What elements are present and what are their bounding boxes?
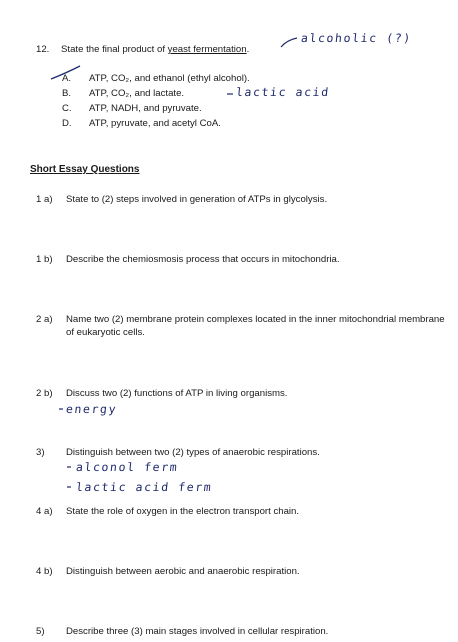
option-c-text: ATP, NADH, and pyruvate. <box>89 103 202 114</box>
question-5-text: Describe three (3) main stages involved in cellular respiration. <box>66 626 329 637</box>
question-number: 12. <box>36 44 50 55</box>
option-a-text: ATP, CO₂, and ethanol (ethyl alcohol). <box>89 73 250 84</box>
answer-pointer-stroke <box>281 38 297 47</box>
handwritten-answer-2b: energy <box>65 402 118 416</box>
question-2a-text-line-2: of eukaryotic cells. <box>66 327 145 338</box>
option-d-letter: D. <box>62 118 72 129</box>
question-5-number: 5) <box>36 626 45 637</box>
option-d-text: ATP, pyruvate, and acetyl CoA. <box>89 118 221 129</box>
question-1a-text: State to (2) steps involved in generation of ATPs in glycolysis. <box>66 194 328 205</box>
question-3-number: 3) <box>36 447 45 458</box>
option-a-letter: A. <box>62 73 72 84</box>
handwritten-option-b-note: lactic acid <box>235 85 331 99</box>
stem-underlined-text: yeast fermentation <box>167 44 247 55</box>
question-1b-text: Describe the chemiosmosis process that occurs in mitochondria. <box>66 254 340 265</box>
question-2b-number: 2 b) <box>36 388 53 399</box>
question-2a-text-line-1: Name two (2) membrane protein complexes located in the inner mitochondrial membrane <box>66 314 445 325</box>
answer-tick-mark <box>51 66 80 79</box>
question-4a-text: State the role of oxygen in the electron transport chain. <box>66 506 300 517</box>
option-b-text: ATP, CO₂, and lactate. <box>89 88 185 99</box>
question-4b-text: Distinguish between aerobic and anaerobic respiration. <box>66 566 300 577</box>
question-4b-number: 4 b) <box>36 566 53 577</box>
question-1a-number: 1 a) <box>36 194 53 205</box>
section-heading: Short Essay Questions <box>30 164 140 175</box>
question-3-text: Distinguish between two (2) types of anaerobic respirations. <box>66 447 320 458</box>
option-c-letter: C. <box>62 103 72 114</box>
question-2a-number: 2 a) <box>36 314 53 325</box>
handwritten-answer-note: alcoholic (?) <box>300 31 413 45</box>
question-1b-number: 1 b) <box>36 254 53 265</box>
handwritten-answer-3-line-1: alconol ferm <box>75 460 180 474</box>
question-2b-text: Discuss two (2) functions of ATP in living organisms. <box>66 388 288 399</box>
stem-text: State the final product of <box>61 44 168 55</box>
question-4a-number: 4 a) <box>36 506 53 517</box>
option-b-letter: B. <box>62 88 72 99</box>
handwritten-answer-3-line-2: lactic acid ferm <box>75 480 214 494</box>
stem-end: . <box>246 44 250 55</box>
